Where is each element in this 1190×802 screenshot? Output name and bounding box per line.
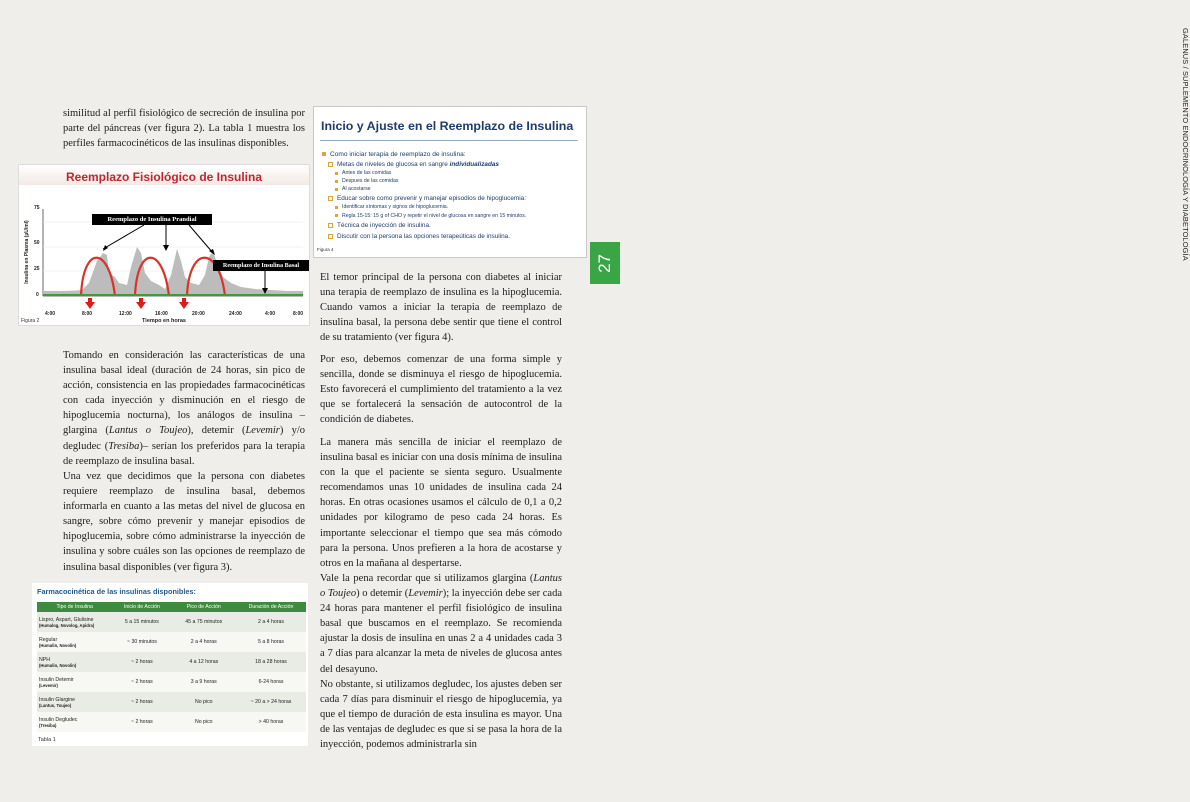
column-header: Tipo de Insulina [37,602,112,612]
column-header: Pico de Acción [171,602,236,612]
basal-label: Reemplazo de Insulina Basal [213,260,309,271]
list-item: Educar sobre como prevenir y manejar episodios de hipoglucemia: [322,193,582,203]
sidebar [588,0,1190,802]
figure-2-title: Reemplazo Fisiológico de Insulina [65,170,263,184]
page-number: 27 [590,242,620,284]
x-tick: 8:00 [82,311,93,317]
y-tick-25: 25 [34,266,40,272]
x-tick: 24:00 [229,311,242,317]
column-header: Duración de Acción [236,602,306,612]
paragraph-basal-analogs: Tomando en consideración las características de una insulina basal ideal (duración de 24 horas, sin pico de acción, consistencia en las propiedades farmacocinéticas con cada inyección y disminución en el riesgo de hipoglucemia nocturna), los análogos de insulina –glargina (Lantus o Toujeo), detemir (Levemir) y/o degludec (Tresiba)– serían los preferidos para la terapia de reemplazo de insulina basal. [63,350,306,467]
list-item: Como iniciar terapia de reemplazo de insulina: [322,149,582,159]
y-tick-50: 50 [34,240,40,246]
column-header: Inicio de Acción [112,602,171,612]
paragraph-fear-hypoglycemia: El temor principal de la persona con diabetes al iniciar una terapia de reemplazo de insulina es la hipoglucemia. Cuando vamos a iniciar la terapia de reemplazo de insulina basal, la persona debe sentir que tiene el control de su tratamiento (ver figura 4). [320,272,562,344]
table-row: Lispro, Aspart, Glulisine (Humalog, Novolog, Apidra) 5 a 15 minutos 45 a 75 minutos 2 a 4 horas [37,612,306,632]
x-tick: 4:00 [45,311,56,317]
y-axis-label: Insulina en Plasma (µU/ml) [24,220,30,284]
paragraph-education: Una vez que decidimos que la persona con diabetes requiere reemplazo de insulina basal, debemos informarla en cuanto a las metas del nivel de glucosa en sangre, sobre cómo prevenir y manejar episodios de hipoglucemia, sobre cómo administrarse la inyección de insulina y sobre cuáles son las opciones de reemplazo de insulina basal disponibles (ver figura 3). [63,471,305,573]
table-row: Regular (Humulin, Novolin) ~ 30 minutos 2 a 4 horas 5 a 8 horas [37,632,306,652]
table-1-title: Farmacocinética de las insulinas disponibles: [37,587,196,596]
title-divider [320,140,578,141]
y-tick-0: 0 [36,292,39,298]
x-tick: 4:00 [265,311,276,317]
x-tick: 16:00 [155,311,168,317]
list-item: Metas de niveles de glucosa en sangre individualizadas [322,159,582,169]
paragraph-glargine-detemir: Vale la pena recordar que si utilizamos glargina (Lantus o Toujeo) o detemir (Levemir); la inyección debe ser cada 24 horas para mantener el perfil fisiológico de insulina basal que buscamos en el reemplazo. Se recomienda ajustar la dosis de insulina en unas 2 a 4 unidades cada 3 a 7 días para alcanzar la meta de niveles de glucosa antes del desayuno. [320,573,562,675]
x-tick: 20:00 [192,311,205,317]
list-item: Regla 15-15: 15 g of CHO y repetir el nivel de glucosa en sangre en 15 minutos. [322,211,582,220]
paragraph-start-simple: Por eso, debemos comenzar de una forma simple y sencilla, donde se disminuya el riesgo de hipoglucemia. Esto favorecerá el cumplimiento del tratamiento a la vez que se fortalecerá la sensación de autocontrol de la condición de diabetes. [320,354,562,426]
y-tick-75: 75 [34,205,40,211]
figure-4 [313,106,587,258]
list-item: Técnica de inyección de insulina. [322,220,582,231]
insulin-pharmacokinetics-table [37,602,306,732]
x-tick: 8:00 [293,311,304,317]
list-item: Despues de las comidas [322,177,582,185]
figure-2 [18,164,310,326]
insulin-profile-chart [19,165,309,325]
list-item: Antes de las comidas [322,169,582,177]
list-item: Discutir con la persona las opciones terapeúticas de insulina. [322,231,582,242]
figure-4-caption: Figura 4 [317,247,334,252]
x-axis-label: Tiempo en horas [142,318,186,324]
list-item: Al acostarse [322,185,582,193]
meal-arrow-3 [179,298,189,309]
meal-arrow-1 [85,298,95,309]
paragraph-degludec: No obstante, si utilizamos degludec, los ajustes deben ser cada 7 días para disminuir el riesgo de hipoglucemia, ya que el tiempo de duración de esta insulina es mayor. Una de las ventajas de degludec es que si se pasa la hora de la inyección, podemos administrarla sin [320,679,562,751]
running-title: GALENUS / SUPLEMENTO ENDOCRINOLOGÍA Y DIABETOLOGÍA [1181,28,1190,261]
list-item: Identificar síntomas y signos de hipoglucemia. [322,203,582,211]
table-1-caption: Tabla 1 [38,737,56,743]
figure-4-title: Inicio y Ajuste en el Reemplazo de Insulina [321,119,574,133]
table-row: Insulin Detemir (Levemir) ~ 2 horas 3 a 9 horas 6-24 horas [37,672,306,692]
paragraph-intro: similitud al perfil fisiológico de secreción de insulina por parte del páncreas (ver figura 2). La tabla 1 muestra los perfiles farmacocinéticos de las insulinas disponibles. [63,108,305,150]
figure-2-caption: Figura 2 [21,318,40,324]
figure-4-list [322,149,582,242]
meal-arrow-2 [136,298,146,309]
table-row: Insulin Glargine (Lantus, Toujeo) ~ 2 horas No pico ~ 20 a > 24 horas [37,692,306,712]
prandial-label: Reemplazo de Insulina Prandial [92,214,212,225]
table-header-row [37,602,306,612]
table-1 [32,583,308,746]
paragraph-initial-dose: La manera más sencilla de iniciar el reemplazo de insulina basal es iniciar con una dosis mínima de insulina con la que el paciente se sienta seguro. Usualmente recomendamos unas 10 unidades de insulina cada 24 horas. En otras ocasiones usamos el cálculo de 0,1 a 0,2 unidades por kilogramo de peso cada 24 horas. Es importante seleccionar el tiempo que sea más cómodo para la persona. Unos prefieren a la hora de acostarse y otros en la mañana al despertarse. [320,437,562,569]
table-row: Insulin Degludec (Tresiba) ~ 2 horas No pico > 40 horas [37,712,306,732]
table-row: NPH (Humulin, Novolin) ~ 2 horas 4 a 12 horas 18 a 28 horas [37,652,306,672]
x-tick: 12:00 [119,311,132,317]
